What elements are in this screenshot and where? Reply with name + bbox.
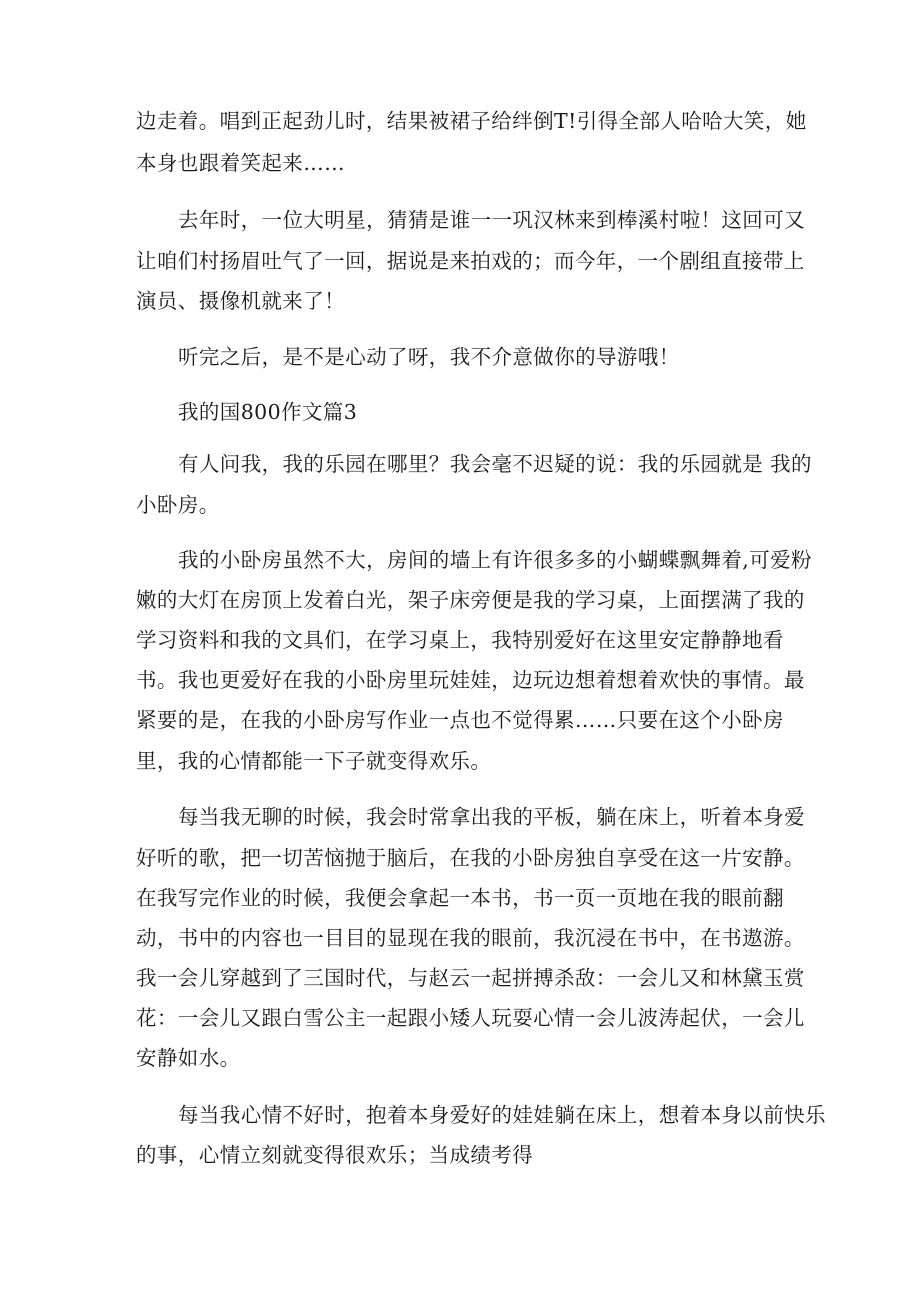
text-line: 好听的歌，把一切苦恼抛于脑后，在我的小卧房独自享受在这一片安静。 (136, 846, 805, 870)
text-line: 本身也跟着笑起来…… (136, 151, 345, 175)
text-line: 演员、摄像机就来了！ (136, 289, 345, 313)
text-line: 每当我心情不好时，抱着本身爱好的娃娃躺在床上，想着本身以前快乐 (178, 1103, 826, 1127)
text-line: 我一会儿穿越到了三国时代，与赵云一起拼搏杀敌：一会儿又和林黛玉赏 (136, 966, 805, 990)
text-line: 边走着。唱到正起劲儿时，结果被裙子给绊倒T!引得全部人哈哈大笑，她 (136, 109, 807, 133)
text-line: 紧要的是，在我的小卧房写作业一点也不觉得累……只要在这个小卧房 (136, 708, 784, 732)
text-line: 有人问我，我的乐园在哪里？我会毫不迟疑的说：我的乐园就是 我的 (178, 452, 812, 476)
text-line: 让咱们村扬眉吐气了一回，据说是来拍戏的；而今年，一个剧组直接带上 (136, 249, 805, 273)
text-line: 的事，心情立刻就变得很欢乐；当成绩考得 (136, 1143, 534, 1167)
text-line: 每当我无聊的时候，我会时常拿出我的平板，躺在床上，听着本身爱 (178, 805, 805, 829)
text-line: 听完之后，是不是心动了呀，我不介意做你的导游哦！ (178, 345, 680, 369)
text-line: 花：一会儿又跟白雪公主一起跟小矮人玩耍心情一会儿波涛起伏，一会儿 (136, 1006, 805, 1030)
text-line: 里，我的心情都能一下子就变得欢乐。 (136, 749, 492, 773)
text-line: 去年时，一位大明星，猜猜是谁一一巩汉林来到棒溪村啦！这回可又 (178, 208, 805, 232)
text-line: 小卧房。 (136, 493, 220, 517)
text-line: 书。我也更爱好在我的小卧房里玩娃娃，边玩边想着想着欢快的事情。最 (136, 668, 805, 692)
text-line: 嫩的大灯在房顶上发着白光，架子床旁便是我的学习桌，上面摆满了我的 (136, 588, 805, 612)
text-line: 安静如水。 (136, 1046, 241, 1070)
text-line: 学习资料和我的文具们，在学习桌上，我特别爱好在这里安定静静地看 (136, 628, 784, 652)
text-line: 动，书中的内容也一目目的显现在我的眼前，我沉浸在书中，在书遨游。 (136, 926, 805, 950)
section-heading: 我的国800作文篇3 (178, 400, 358, 424)
text-line: 在我写完作业的时候，我便会拿起一本书，书一页一页地在我的眼前翻 (136, 886, 784, 910)
text-line: 我的小卧房虽然不大，房间的墙上有许很多多的小蝴蝶飘舞着,可爱粉 (178, 548, 812, 572)
